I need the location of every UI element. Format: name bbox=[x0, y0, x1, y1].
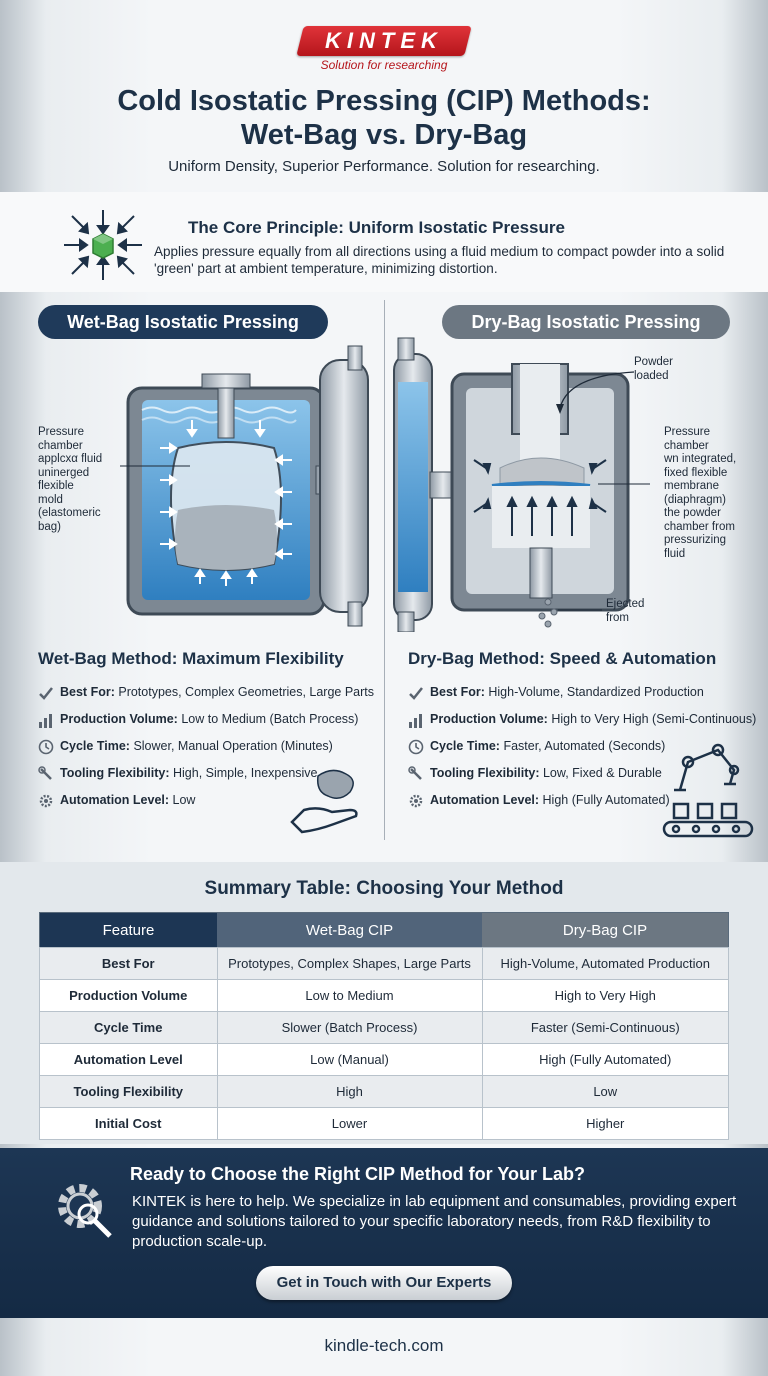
checkmark-icon bbox=[408, 685, 424, 701]
column-header-feature: Feature bbox=[40, 913, 218, 948]
list-item: Tooling Flexibility: Low, Fixed & Durable bbox=[408, 763, 758, 783]
cta-text: KINTEK is here to help. We specialize in lab equipment and consumables, providing expert guidance and solutions tailored to your specific laboratory needs, from R&D flexibility to production scale-up. bbox=[132, 1193, 737, 1250]
principle-text: Applies pressure equally from all directions using a fluid medium to compact powder into a solid 'green' part at ambient temperature, minimizing distortion. bbox=[154, 244, 725, 276]
page-title bbox=[40, 84, 728, 152]
table-row: Tooling Flexibility High Low bbox=[40, 1076, 729, 1108]
wrench-icon bbox=[408, 766, 424, 782]
brand-tagline: Solution for researching bbox=[320, 58, 448, 72]
list-item: Production Volume: Low to Medium (Batch Process) bbox=[38, 709, 378, 729]
cta-title: Ready to Choose the Right CIP Method for Your Lab? bbox=[130, 1164, 586, 1184]
brand-name: KINTEK bbox=[325, 28, 443, 53]
title-line-2: Wet-Bag vs. Dry-Bag bbox=[240, 119, 528, 151]
isostatic-pressure-icon bbox=[62, 208, 144, 282]
gear-icon bbox=[408, 793, 424, 809]
list-item: Automation Level: High (Fully Automated) bbox=[408, 790, 758, 810]
checkmark-icon bbox=[38, 685, 54, 701]
page-subtitle: Uniform Density, Superior Performance. Solution for researching. bbox=[168, 158, 600, 175]
wet-method-title: Wet-Bag Method: Maximum Flexibility bbox=[38, 649, 344, 668]
robot-arm-icon bbox=[660, 740, 756, 840]
ejected-label: Ejected from bbox=[606, 598, 645, 624]
clock-icon bbox=[408, 739, 424, 755]
dry-bag-diagram bbox=[388, 336, 650, 632]
wet-bag-label: Pressure chamber applcxα fluid uninerged flexible mold (elastomeric bag) bbox=[38, 426, 103, 533]
gear-magnifier-icon bbox=[50, 1176, 120, 1246]
list-item: Best For: High-Volume, Standardized Production bbox=[408, 682, 758, 702]
principle-title: The Core Principle: Uniform Isostatic Pressure bbox=[188, 218, 565, 237]
wrench-icon bbox=[38, 766, 54, 782]
column-header-dry-bag: Dry-Bag CIP bbox=[482, 913, 729, 948]
table-header-row bbox=[40, 913, 729, 948]
section-divider bbox=[384, 300, 385, 840]
footer-link[interactable]: kindle-tech.com bbox=[324, 1336, 444, 1355]
dry-bag-chamber-label: Pressure chamber wn integrated, fixed flexible membrane (diaphragm) the powder chamber from pressurizing fluid bbox=[664, 426, 737, 560]
wet-bag-diagram bbox=[120, 340, 382, 630]
table-row: Automation Level Low (Manual) High (Fully Automated) bbox=[40, 1044, 729, 1076]
list-item: Best For: Prototypes, Complex Geometries, Large Parts bbox=[38, 682, 378, 702]
list-item: Automation Level: Low bbox=[38, 790, 378, 810]
dry-bag-header: Dry-Bag Isostatic Pressing bbox=[442, 305, 730, 339]
table-row: Production Volume Low to Medium High to Very High bbox=[40, 980, 729, 1012]
gear-icon bbox=[38, 793, 54, 809]
title-line-1: Cold Isostatic Pressing (CIP) Methods: bbox=[117, 85, 651, 117]
bar-chart-icon bbox=[408, 712, 424, 728]
dry-method-title: Dry-Bag Method: Speed & Automation bbox=[408, 649, 717, 668]
clock-icon bbox=[38, 739, 54, 755]
summary-title: Summary Table: Choosing Your Method bbox=[204, 878, 564, 899]
summary-table bbox=[39, 912, 729, 1140]
table-row: Cycle Time Slower (Batch Process) Faster (Semi-Continuous) bbox=[40, 1012, 729, 1044]
table-row: Initial Cost Lower Higher bbox=[40, 1108, 729, 1140]
contact-experts-button[interactable]: Get in Touch with Our Experts bbox=[256, 1266, 512, 1300]
bar-chart-icon bbox=[38, 712, 54, 728]
list-item: Cycle Time: Faster, Automated (Seconds) bbox=[408, 736, 758, 756]
column-header-wet-bag: Wet-Bag CIP bbox=[217, 913, 482, 948]
hand-mold-icon bbox=[288, 766, 368, 838]
list-item: Cycle Time: Slower, Manual Operation (Minutes) bbox=[38, 736, 378, 756]
table-row: Best For Prototypes, Complex Shapes, Large Parts High-Volume, Automated Production bbox=[40, 948, 729, 980]
list-item: Tooling Flexibility: High, Simple, Inexpensive bbox=[38, 763, 378, 783]
powder-loaded-label: Powder loaded bbox=[634, 356, 673, 382]
wet-bag-header: Wet-Bag Isostatic Pressing bbox=[38, 305, 328, 339]
list-item: Production Volume: High to Very High (Semi-Continuous) bbox=[408, 709, 758, 729]
